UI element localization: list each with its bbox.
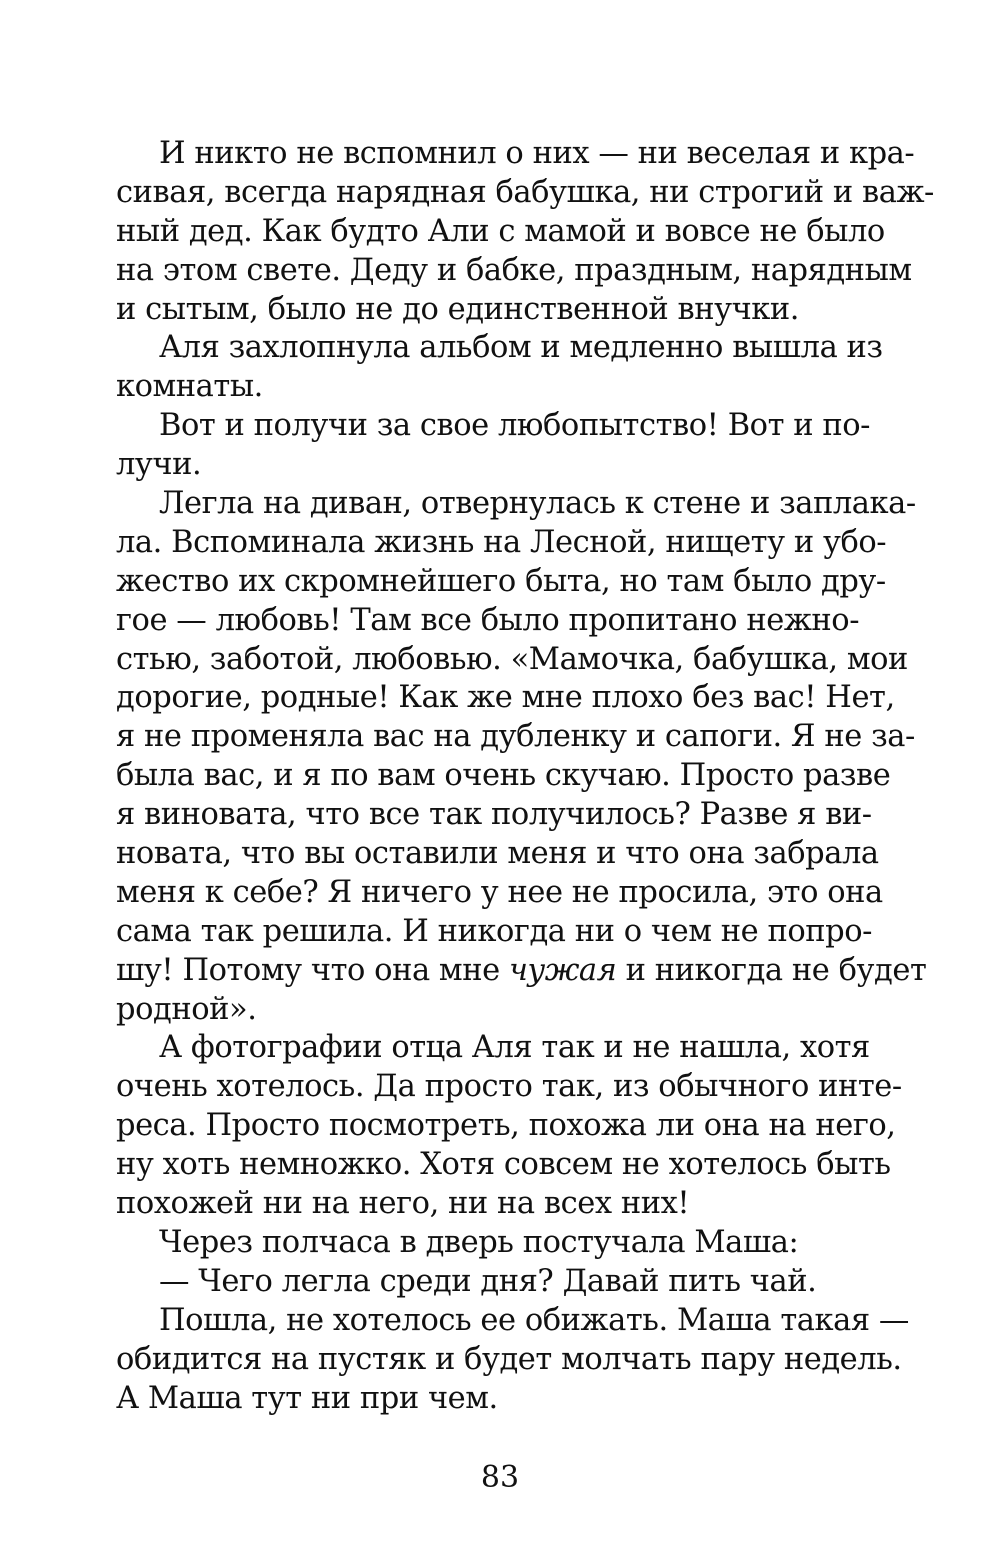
- text-line: Пошла, не хотелось ее обижать. Маша такая —: [159, 1302, 909, 1338]
- text-line: дорогие, родные! Как же мне плохо без вас! Нет,: [116, 680, 895, 716]
- text-line: ный дед. Как будто Али с мамой и вовсе не было: [116, 213, 885, 249]
- text-line: стью, заботой, любовью. «Мамочка, бабушка, мои: [116, 641, 908, 677]
- text-line: на этом свете. Деду и бабке, праздным, нарядным: [116, 252, 912, 288]
- text-line: Вот и получи за свое любопытство! Вот и по-: [159, 408, 871, 444]
- body-text: [116, 135, 934, 1418]
- text-line: комнаты.: [116, 369, 263, 405]
- text-line: похожей ни на него, ни на всех них!: [116, 1186, 690, 1222]
- text-line: очень хотелось. Да просто так, из обычного инте-: [116, 1069, 902, 1105]
- text-run: и никогда не будет: [616, 952, 927, 988]
- text-line: лучи.: [116, 447, 202, 483]
- text-line: ну хоть немножко. Хотя совсем не хотелось быть: [116, 1147, 891, 1183]
- text-line: И никто не вспомнил о них — ни веселая и кра-: [159, 136, 915, 171]
- text-line: А Маша тут ни при чем.: [116, 1380, 498, 1416]
- text-line: гое — любовь! Там все было пропитано нежно-: [116, 602, 860, 638]
- dialogue-line: — Чего легла среди дня? Давай пить чай.: [159, 1263, 817, 1299]
- text-line: [116, 952, 927, 991]
- text-line: сама так решила. И никогда ни о чем не попро-: [116, 913, 872, 949]
- text-line: я виновата, что все так получилось? Разве я ви-: [116, 797, 872, 833]
- text-line: А фотографии отца Аля так и не нашла, хотя: [159, 1030, 870, 1066]
- text-line: сивая, всегда нарядная бабушка, ни строгий и важ-: [116, 174, 934, 210]
- text-line: Через полчаса в дверь постучала Маша:: [159, 1224, 799, 1260]
- text-line: реса. Просто посмотреть, похожа ли она на него,: [116, 1108, 896, 1144]
- text-line: родной».: [116, 991, 257, 1027]
- text-line: меня к себе? Я ничего у нее не просила, это она: [116, 874, 883, 910]
- text-line: обидится на пустяк и будет молчать пару недель.: [116, 1341, 902, 1377]
- text-line: ла. Вспоминала жизнь на Лесной, нищету и убо-: [116, 524, 887, 560]
- page-number: 83: [480, 1460, 520, 1495]
- text-line: новата, что вы оставили меня и что она забрала: [116, 836, 879, 872]
- text-line: была вас, и я по вам очень скучаю. Просто разве: [116, 758, 891, 794]
- italic-word: чужая: [508, 952, 617, 988]
- text-line: и сытым, было не до единственной внучки.: [116, 291, 800, 327]
- text-line: Аля захлопнула альбом и медленно вышла из: [159, 330, 883, 366]
- text-line: я не променяла вас на дубленку и сапоги. Я не за-: [116, 719, 915, 755]
- text-line: жество их скромнейшего быта, но там было дру-: [116, 563, 886, 599]
- text-run: шу! Потому что она мне: [116, 952, 509, 988]
- text-line: Легла на диван, отвернулась к стене и заплака-: [159, 486, 916, 522]
